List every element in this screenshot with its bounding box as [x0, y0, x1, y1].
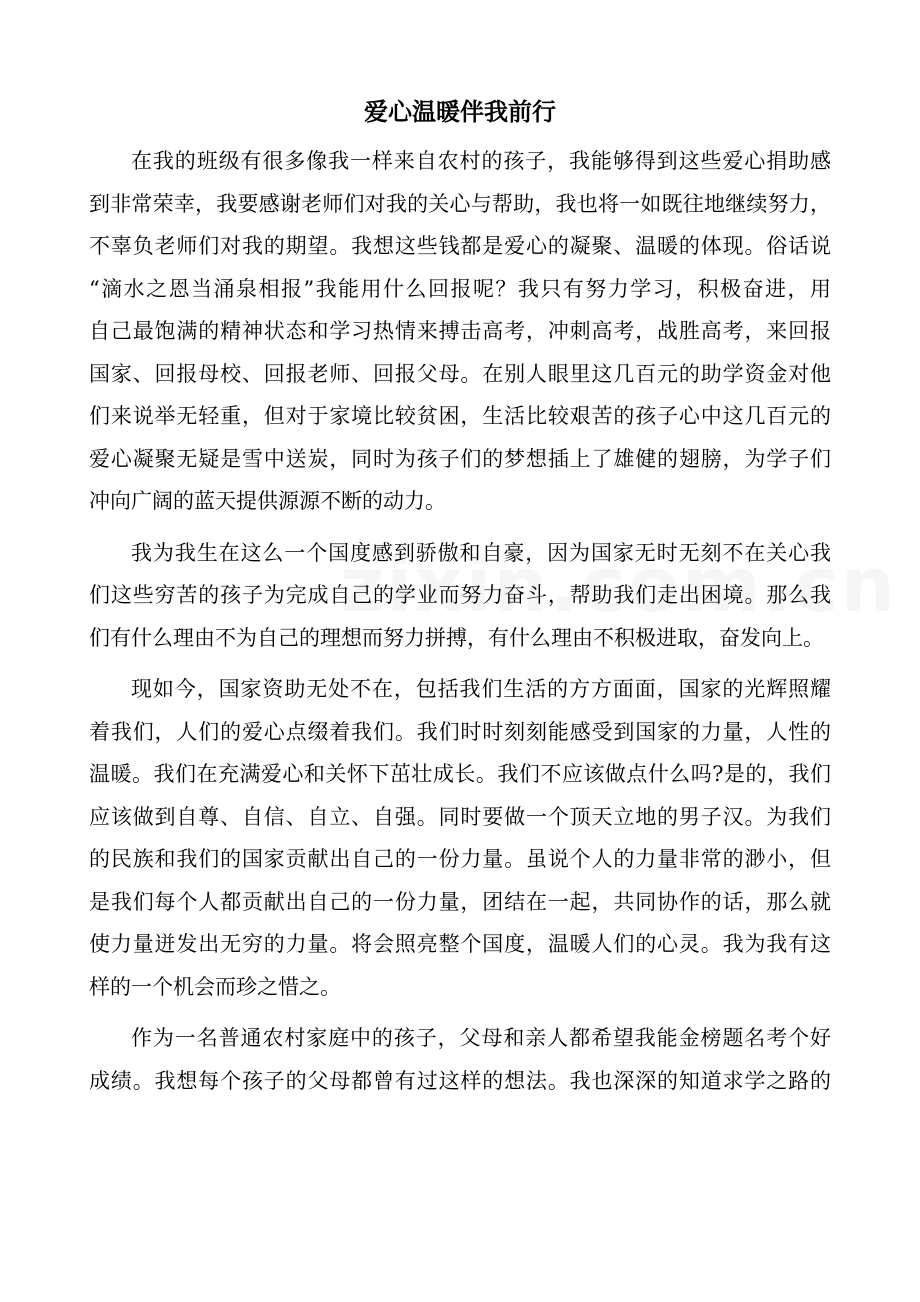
- text-line: 在我的班级有很多像我一样来自农村的孩子，我能够得到这些爱心捐助感: [131, 149, 831, 173]
- text-line: 现如今，国家资助无处不在，包括我们生活的方方面面，国家的光辉照耀: [131, 677, 831, 701]
- text-line: 温暖。我们在充满爱心和关怀下茁壮成长。我们不应该做点什么吗?是的，我们: [89, 762, 831, 786]
- paragraph-gap: [89, 659, 831, 668]
- paragraph-4: [89, 1017, 831, 1102]
- text-line: 的民族和我们的国家贡献出自己的一份力量。虽说个人的力量非常的渺小，但: [89, 847, 831, 871]
- text-line: 到非常荣幸，我要感谢老师们对我的关心与帮助，我也将一如既往地继续努力，: [89, 191, 831, 216]
- text-line: 爱心凝聚无疑是雪中送炭，同时为孩子们的梦想插上了雄健的翅膀，为学子们: [89, 446, 831, 471]
- paragraph-1: [89, 140, 831, 523]
- paragraph-gap: [89, 1008, 831, 1017]
- text-line: 自己最饱满的精神状态和学习热情来搏击高考，冲刺高考，战胜高考，来回报: [89, 319, 831, 343]
- text-line: 着我们，人们的爱心点缀着我们。我们时时刻刻能感受到国家的力量，人性的: [89, 719, 831, 744]
- text-line: 国家、回报母校、回报老师、回报父母。在别人眼里这几百元的助学资金对他: [89, 361, 831, 386]
- text-line: 作为一名普通农村家庭中的孩子，父母和亲人都希望我能金榜题名考个好: [131, 1026, 831, 1050]
- paragraph-2: [89, 532, 831, 660]
- text-line: 们这些穷苦的孩子为完成自己的学业而努力奋斗，帮助我们走出困境。那么我: [89, 583, 831, 607]
- document-title: 爱心温暖伴我前行: [364, 98, 556, 126]
- text-line: 使力量迸发出无穷的力量。将会照亮整个国度，温暖人们的心灵。我为我有这: [89, 932, 831, 956]
- text-line: 我为我生在这么一个国度感到骄傲和自豪，因为国家无时无刻不在关心我: [131, 540, 831, 565]
- document-body: [89, 140, 831, 1102]
- text-line: “滴水之恩当涌泉相报”我能用什么回报呢？我只有努力学习，积极奋进，用: [89, 276, 831, 301]
- text-line: 不辜负老师们对我的期望。我想这些钱都是爱心的凝聚、温暖的体现。俗话说: [89, 234, 831, 258]
- text-line: 们有什么理由不为自己的理想而努力拼搏，有什么理由不积极进取，奋发向上。: [89, 625, 824, 650]
- text-line: 样的一个机会而珍之惜之。: [89, 974, 341, 999]
- text-line: 们来说举无轻重，但对于家境比较贫困，生活比较艰苦的孩子心中这几百元的: [89, 404, 831, 428]
- paragraph-gap: [89, 523, 831, 532]
- text-line: 是我们每个人都贡献出自己的一份力量，团结在一起，共同协作的话，那么就: [89, 889, 831, 914]
- text-line: 应该做到自尊、自信、自立、自强。同时要做一个顶天立地的男子汉。为我们: [89, 804, 831, 829]
- text-line: 冲向广阔的蓝天提供源源不断的动力。: [89, 489, 446, 513]
- paragraph-3: [89, 668, 831, 1008]
- text-line: 成绩。我想每个孩子的父母都曾有过这样的想法。我也深深的知道求学之路的: [89, 1068, 831, 1093]
